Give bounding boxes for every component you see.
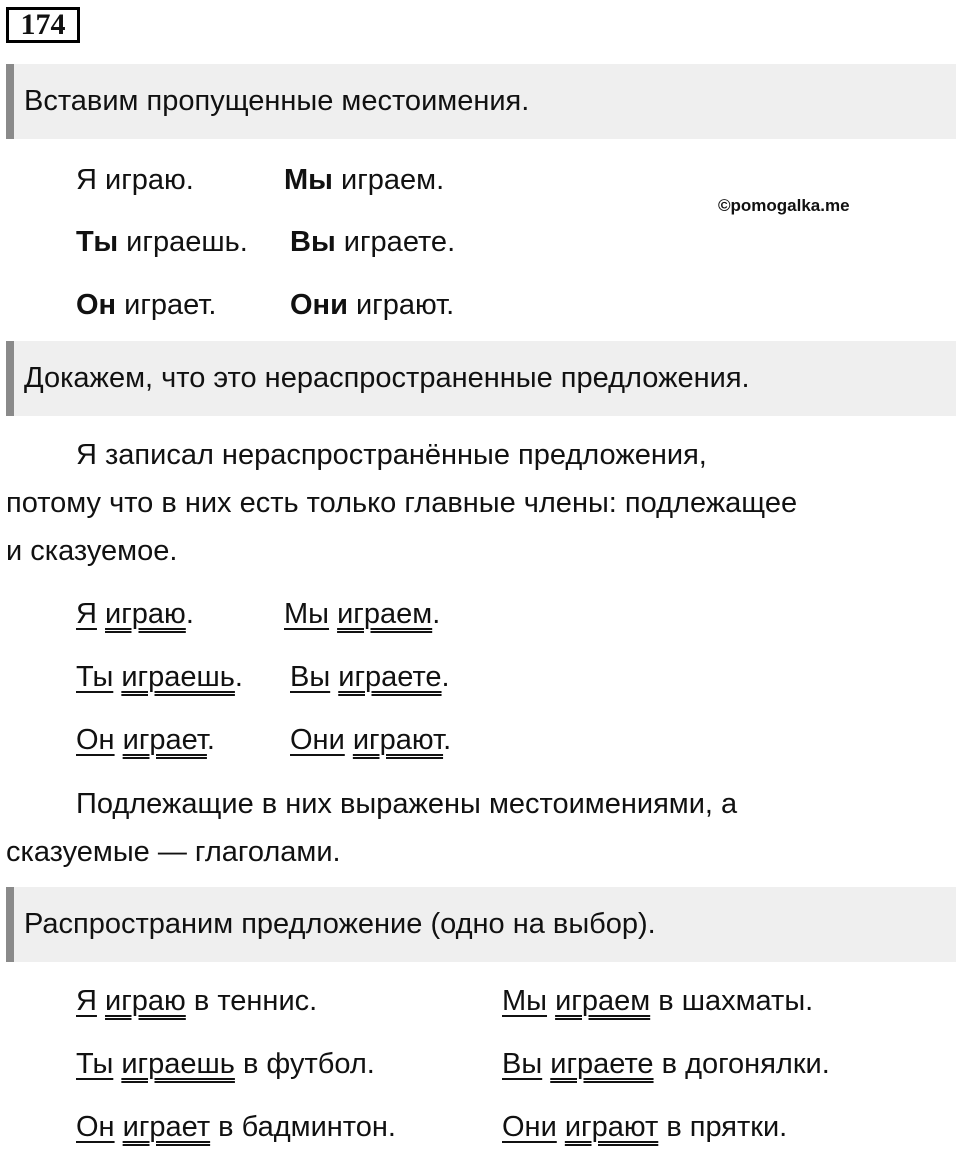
s2-row2-left: Ты играешь. — [76, 661, 243, 693]
s3-row3-right: Они играют в прятки. — [502, 1111, 788, 1143]
s3-row2-left: Ты играешь в футбол. — [76, 1048, 375, 1080]
s2-row1-left: Я играю. — [76, 598, 194, 630]
section1-heading-text: Вставим пропущенные местоимения. — [24, 85, 530, 117]
s2-para1-line2: потому что в них есть только главные члены: подлежащее — [6, 487, 798, 519]
s2-para1-line3: и сказуемое. — [6, 535, 178, 567]
s2-row2-right: Вы играете. — [290, 661, 450, 693]
s2-row1-right: Мы играем. — [284, 598, 441, 630]
section3-heading — [6, 887, 956, 962]
s3-row3-left: Он играет в бадминтон. — [76, 1111, 396, 1143]
s2-para2-line1: Подлежащие в них выражены местоимениями, а — [76, 788, 738, 820]
s3-row1-right: Мы играем в шахматы. — [502, 985, 814, 1017]
exercise-number: 174 — [6, 7, 80, 43]
s1-row3-left: Он играет. — [76, 289, 217, 321]
s3-row2-right: Вы играете в догонялки. — [502, 1048, 830, 1080]
s3-row1-left: Я играю в теннис. — [76, 985, 318, 1017]
s2-para1-line1: Я записал нераспространённые предложения, — [76, 439, 707, 471]
s1-row2-right: Вы играете. — [290, 226, 456, 258]
section2-heading — [6, 341, 956, 416]
section2-heading-text: Докажем, что это нераспространенные предложения. — [24, 362, 750, 394]
s2-row3-right: Они играют. — [290, 724, 452, 756]
s1-row2-left: Ты играешь. — [76, 226, 248, 258]
watermark: ©pomogalka.me — [718, 196, 850, 215]
section3-heading-text: Распространим предложение (одно на выбор). — [24, 908, 656, 940]
section1-heading — [6, 64, 956, 139]
s1-row1-left: Я играю. — [76, 164, 194, 196]
s2-para2-line2: сказуемые — глаголами. — [6, 836, 341, 868]
s2-row3-left: Он играет. — [76, 724, 215, 756]
s1-row3-right: Они играют. — [290, 289, 455, 321]
s1-row1-right: Мы играем. — [284, 164, 445, 196]
